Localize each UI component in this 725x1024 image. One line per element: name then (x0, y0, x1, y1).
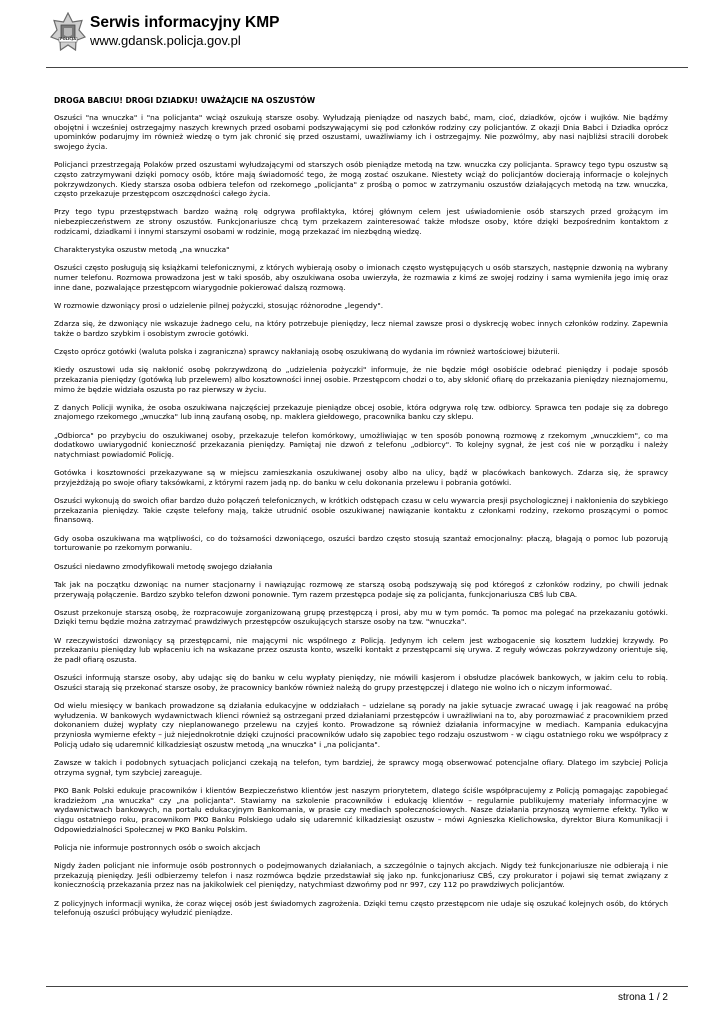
paragraph: Tak jak na początku dzwoniąc na numer stacjonarny i nawiązując rozmowę ze starszą osobą podszywają się pod któregoś z członków rodziny, po chwili jednak przerywają połączenie. Bardzo szybko telefon dzwoni ponownie. Tym razem przestępca podaje się za policjanta, funkcjonariusza CBŚ lub CBA. (54, 579, 668, 599)
page-number: strona 1 / 2 (617, 992, 668, 1003)
article-body (54, 96, 668, 927)
site-title: Serwis informacyjny KMP (90, 14, 280, 31)
paragraph: Oszuści często posługują się książkami telefonicznymi, z których wybierają osoby o imionach często występujących u osób starszych, następnie dzwonią na wybrany numer telefonu. Rozmowa prowadzona jest w taki sposób, aby oszukiwana osoba uwierzyła, że rozmawia z kimś ze swojej rodziny i sama wymieniła jego imię oraz inne dane, pozwalające przestępcom wiarygodnie pokierować dalszą rozmową. (54, 263, 668, 292)
police-star-logo (50, 12, 86, 56)
paragraph: W rozmowie dzwoniący prosi o udzielenie pilnej pożyczki, stosując różnorodne „legendy". (54, 300, 384, 310)
paragraph: Z policyjnych informacji wynika, że coraz więcej osób jest świadomych zagrożenia. Dzięki temu często przestępcom nie udaje się oszukać kolejnych osób, do których telefonują oszuści próbujący wyłudzić pieniądze. (54, 898, 668, 918)
header-divider (46, 67, 688, 68)
logo-text: POLICJA (59, 37, 77, 41)
paragraph: Zawsze w takich i podobnych sytuacjach policjanci czekają na telefon, tym bardziej, że sprawcy mogą obserwować potencjalne ofiary. Dlatego im szybciej Policja otrzyma sygnał, tym szybciej zareaguje. (54, 758, 668, 777)
paragraph: Zdarza się, że dzwoniący nie wskazuje żadnego celu, na który potrzebuje pieniędzy, lecz niemal zawsze prosi o dyskrecję wobec innych członków rodziny. Zapewnia także o bardzo szybkim i osobistym zwrocie gotówki. (54, 319, 668, 338)
footer-divider (46, 986, 688, 987)
paragraph: Nigdy żaden policjant nie informuje osób postronnych o podejmowanych działaniach, a szczególnie o tajnych akcjach. Nigdy też funkcjonariusze nie odbierają i nie przekazują pieniędzy. Jeśli odbierzemy telefon i nasz rozmówca będzie przedstawiał się jako np. funkcjonariusz CBŚ, czy prokurator i pojawi się temat związany z koniecznością przekazania przez nas na jakikolwiek cel pieniędzy, natychmiast dzwońmy pod nr 997, czy 112 po prawdziwych policjantów. (54, 861, 668, 890)
police-star-icon (50, 12, 86, 56)
paragraph: Oszuści "na wnuczka" i "na policjanta" wciąż oszukują starsze osoby. Wyłudzają pieniądze od naszych babć, mam, cioć, dziadków, ojców i wujków. Nie bądźmy obojętni i wcześniej ostrzegajmy naszych krewnych przed osobami podszywającymi się pod członków rodziny czy policjantów. Z okazji Dnia Babci i Dziadka oprócz upominków podarujmy im również wiedzę o tym jak chronić się przed oszustami, uważliwiamy ich i ostrzegajmy. Nie pozwólmy, aby nasi najbliżsi stracili dorobek swojego życia. (54, 113, 668, 151)
paragraph: „Odbiorca" po przybyciu do oszukiwanej osoby, przekazuje telefon komórkowy, umożliwiając w ten sposób ponowną rozmowę z rzekomym „wnuczkiem", co ma dodatkowo uwiarygodnić konieczność przekazania pieniędzy. Pamiętaj nie dzwoń z telefonu „odbiorcy". To kolejny sygnał, że jest coś nie w porządku i należy natychmiast powiadomić Policję. (54, 430, 668, 459)
section-heading: Policja nie informuje postronnych osób o swoich akcjach (54, 842, 261, 852)
article-title: DROGA BABCIU! DROGI DZIADKU! UWAŻAJCIE NA OSZUSTÓW (54, 96, 316, 105)
paragraph: PKO Bank Polski edukuje pracowników i klientów Bezpieczeństwo klientów jest naszym priorytetem, dlatego ściśle współpracujemy z Policją pomagając zapobiegać kradzieżom „na wnuczka" czy „na policjanta". Stawiamy na szkolenie pracowników i edukację klientów – regularnie publikujemy materiały informacyjne w wydawnictwach bankowych, na portalu edukacyjnym Bankomania, w prasie czy mediach społecznościowych. Nasze działania przynoszą wymierne efekty. Tylko w ciągu ostatniego roku, pracownikom PKO Banku Polskiego udało się udaremnić kilkadziesiąt oszustw – mówi Agnieszka Kielichowska, dyrektor Biura Komunikacji i Odpowiedzialności Społecznej w PKO Banku Polskim. (54, 785, 668, 834)
paragraph: Oszuści informują starsze osoby, aby udając się do banku w celu wypłaty pieniędzy, nie mówili kasjerom i obsłudze placówek bankowych, w jakim celu to robią. Oszuści starają się przekonać starsze osoby, że pracownicy banków również należą do grupy przestępczej i dlatego nie wolno ich o niczym informować. (54, 673, 668, 692)
paragraph: Gotówka i kosztowności przekazywane są w miejscu zamieszkania oszukiwanej osoby albo na ulicy, bądź w placówkach bankowych. Zdarza się, że sprawcy przyjeżdżają po swoje ofiary taksówkami, z którymi razem jadą np. do banku w celu dokonania przelewu i pobrania gotówki. (54, 468, 668, 487)
paragraph: Kiedy oszustowi uda się nakłonić osobę pokrzywdzoną do „udzielenia pożyczki" informuje, że nie będzie mógł osobiście odebrać pieniędzy i podaje sposób przekazania pieniędzy (gotówką lub przelewem) albo kosztowności innej osobie. Przestępcom chodzi o to, aby skłonić ofiarę do przekazania pieniędzy nieznajomemu, mimo że będzie widziała oszusta po raz pierwszy w życiu. (54, 365, 668, 394)
paragraph: Policjanci przestrzegają Polaków przed oszustami wyłudzającymi od starszych osób pieniądze metodą na tzw. wnuczka czy policjanta. Sprawcy tego typu oszustw są często zatrzymywani dzięki pomocy osób, które mają świadomość tego, że mogą zostać oszukane. Niestety wciąż do policjantów docierają informacje o kolejnych pokrzywdzonych. Kiedy starsza osoba odbiera telefon od rzekomego „policjanta" z prośbą o pomoc w zatrzymaniu oszustów działających metodą na tzw. wnuczka, często przekazuje przestępcom oszczędności całego życia. (54, 160, 668, 199)
section-heading: Charakterystyka oszustw metodą „na wnuczka" (54, 245, 230, 254)
site-url: www.gdansk.policja.gov.pl (90, 33, 241, 48)
paragraph: Z danych Policji wynika, że osoba oszukiwana najczęściej przekazuje pieniądze obcej osobie, która odgrywa rolę tzw. odbiorcy. Sprawca ten podaje się za dobrego znajomego rzekomego „wnuczka" lub inną zaufaną osobę, np. maklera giełdowego, pracownika banku czy sklepu. (54, 402, 668, 422)
paragraph: W rzeczywistości dzwoniący są przestępcami, nie mającymi nic wspólnego z Policją. Jedynym ich celem jest wzbogacenie się kosztem ludzkiej krzywdy. Po przekazaniu pieniędzy lub wpłaceniu ich na wskazane przez oszusta konto, wszelki kontakt z przestępcami się urywa. Z reguły wówczas pokrzywdzony orientuje się, że padł ofiarą oszusta. (54, 635, 668, 664)
paragraph: Od wielu miesięcy w bankach prowadzone są działania edukacyjne w oddziałach – udzielane są porady na jakie sytuacje zwracać uwagę i jak reagować na próbę wyłudzenia. W bankowych wydawnictwach klienci również są ostrzegani przed działaniami przestępców i uwrażliwiani na to, aby porozmawiać z pracownikiem przed dokonaniem dużej wypłaty czy nieplanowanego przelewu na czyjeś konto. Prowadzone są również działania informacyjne w mediach. Kampania edukacyjna przyniosła wymierne efekty – już niejednokrotnie dzięki czujności pracowników udało się zapobiec tego rodzaju oszustwom - w ciągu ostatniego roku we współpracy z Policją udało się udaremnić kilkadziesiąt oszustw metodą „na wnuczka" i „na policjanta". (54, 701, 668, 749)
paragraph: Często oprócz gotówki (waluta polska i zagraniczna) sprawcy nakłaniają osobę oszukiwaną do wydania im również wartościowej biżuterii. (54, 346, 560, 356)
paragraph: Oszuści wykonują do swoich ofiar bardzo dużo połączeń telefonicznych, w krótkich odstępach czasu w celu wywarcia presji psychologicznej i nakłonienia do szybkiego przekazania pieniędzy. Takie częste telefony mają, także utrudnić osobie oszukiwanej nawiązanie kontaktu z członkami rodziny, rzekomo proszącymi o pomoc finansową. (54, 496, 668, 525)
paragraph: Przy tego typu przestępstwach bardzo ważną rolę odgrywa profilaktyka, której głównym celem jest uświadomienie osób starszych przed grożącym im niebezpieczeństwem ze strony oszustów. Funkcjonariusze chcą tym przekazem zainteresować także młodsze osoby, które dzięki bezpośrednim kontaktom z rodzicami, dziadkami i innymi starszymi osobami w rodzinie, mogą przekazać im niezbędną wiedzę. (54, 207, 668, 236)
paragraph: Oszust przekonuje starszą osobę, że rozpracowuje zorganizowaną grupę przestępczą i prosi, aby mu w tym pomóc. Ta pomoc ma polegać na przekazaniu gotówki. Dzięki temu będzie można zatrzymać prawdziwych przestępców oszukujących starsze osoby na tzw. "wnuczka". (54, 607, 668, 627)
paragraph: Gdy osoba oszukiwana ma wątpliwości, co do tożsamości dzwoniącego, oszuści bardzo często stosują szantaż emocjonalny: płaczą, błagają o pomoc lub pozorują torturowanie po rzekomym porwaniu. (54, 533, 668, 553)
section-heading: Oszuści niedawno zmodyfikowali metodę swojego działania (54, 561, 273, 571)
page-header (50, 12, 690, 58)
